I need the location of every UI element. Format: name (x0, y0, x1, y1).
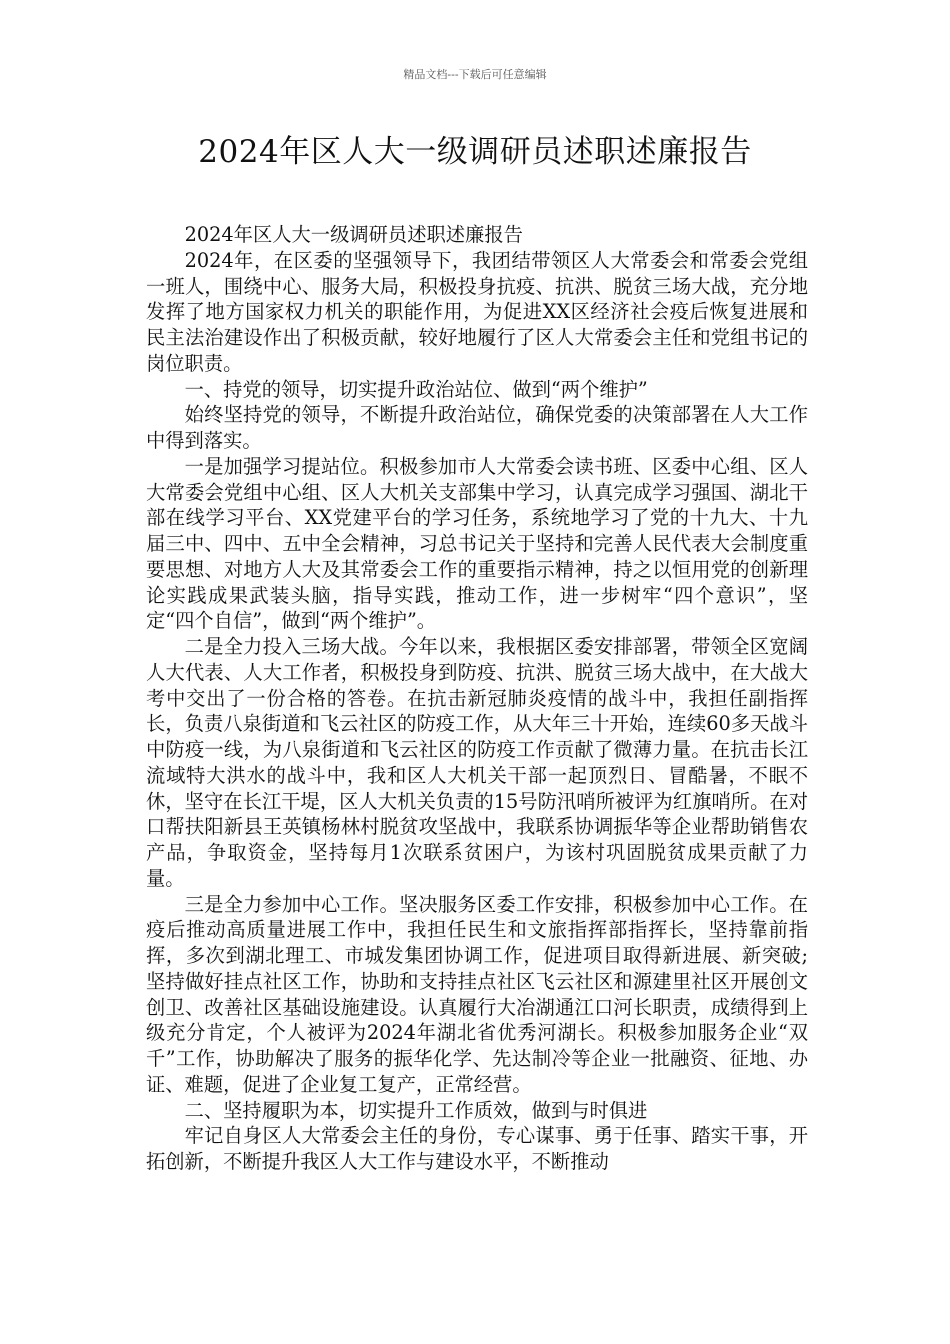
body-paragraph: 始终坚持党的领导，不断提升政治站位，确保党委的决策部署在人大工作中得到落实。 (146, 403, 808, 452)
document-body (146, 222, 808, 1175)
body-paragraph: 牢记自身区人大常委会主任的身份，专心谋事、勇于任事、踏实干事，开拓创新，不断提升我区人大工作与建设水平，不断推动 (146, 1124, 808, 1173)
body-paragraph: 二是全力投入三场大战。今年以来，我根据区委安排部署，带领全区宽阔人大代表、人大工作者，积极投身到防疫、抗洪、脱贫三场大战中，在大战大考中交出了一份合格的答卷。在抗击新冠肺炎疫情的战斗中，我担任副指挥长，负责八泉街道和飞云社区的防疫工作，从大年三十开始，连续60多天战斗中防疫一线，为八泉街道和飞云社区的防疫工作贡献了微薄力量。在抗击长江流域特大洪水的战斗中，我和区人大机关干部一起顶烈日、冒酷暑，不眠不休，坚守在长江干堤，区人大机关负责的15号防汛哨所被评为红旗哨所。在对口帮扶阳新县王英镇杨林村脱贫攻坚战中，我联系协调振华等企业帮助销售农产品，争取资金，坚持每月1次联系贫困户，为该村巩固脱贫成果贡献了力量。 (146, 635, 808, 890)
section-heading-2: 二、坚持履职为本，切实提升工作质效，做到与时俱进 (184, 1098, 648, 1122)
body-paragraph-subtitle: 2024年区人大一级调研员述职述廉报告 (184, 223, 523, 246)
document-title: 2024年区人大一级调研员述职述廉报告 (198, 134, 752, 170)
header-note: 精品文档---下载后可任意编辑 (403, 68, 547, 81)
body-paragraph-intro: 2024年，在区委的坚强领导下，我团结带领区人大常委会和常委会党组一班人，围绕中心、服务大局，积极投身抗疫、抗洪、脱贫三场大战，充分地发挥了地方国家权力机关的职能作用，为促进XX区经济社会疫后恢复进展和民主法治建设作出了积极贡献，较好地履行了区人大常委会主任和党组书记的岗位职责。 (146, 248, 808, 375)
section-heading-1: 一、持党的领导，切实提升政治站位、做到“两个维护” (184, 377, 648, 401)
body-paragraph: 三是全力参加中心工作。坚决服务区委工作安排，积极参加中心工作。在疫后推动高质量进展工作中，我担任民生和文旅指挥部指挥长，坚持靠前指挥，多次到湖北理工、市城发集团协调工作，促进项目取得新进展、新突破;坚持做好挂点社区工作，协助和支持挂点社区飞云社区和源建里社区开展创文创卫、改善社区基础设施建设。认真履行大冶湖通江口河长职责，成绩得到上级充分肯定，个人被评为2024年湖北省优秀河湖长。积极参加服务企业“双千”工作，协助解决了服务的振华化学、先达制冷等企业一批融资、征地、办证、难题，促进了企业复工复产，正常经营。 (146, 892, 808, 1096)
body-paragraph: 一是加强学习提站位。积极参加市人大常委会读书班、区委中心组、区人大常委会党组中心组、区人大机关支部集中学习，认真完成学习强国、湖北干部在线学习平台、XX党建平台的学习任务，系统地学习了党的十九大、十九届三中、四中、五中全会精神，习总书记关于坚持和完善人民代表大会制度重要思想、对地方人大及其常委会工作的重要指示精神，持之以恒用党的创新理论实践成果武装头脑，指导实践，推动工作，进一步树牢“四个意识”，坚定“四个自信”，做到“两个维护”。 (146, 454, 808, 633)
